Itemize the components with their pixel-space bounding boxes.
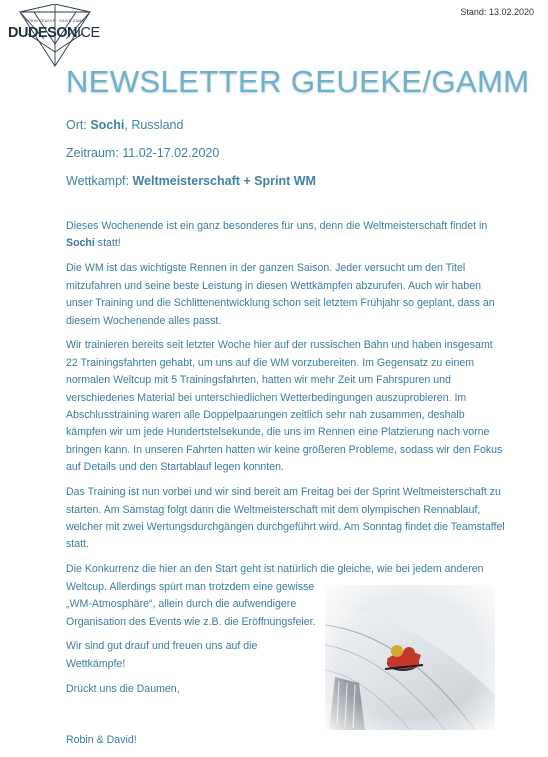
location-country: , Russland [124, 118, 184, 132]
competition-line [66, 174, 316, 188]
location-city: Sochi [90, 118, 125, 132]
paragraph-thumbs: Drückt uns die Daumen, [66, 682, 180, 695]
paragraph-intro [66, 218, 506, 253]
competition-line-3: „WM-Atmosphäre“, allein durch die aufwendigere [66, 598, 297, 611]
paragraph-wm: Die WM ist das wichtigste Rennen in der ganzen Saison. Jeder versucht um den Titel mitzufahren und seine beste Leistung in diesen Wettkämpfen abzurufen. Auch wir haben unser Training und die Schlittenentwicklung schon seit letztem Frühjahr so geplant, dass an diesem Wochenende alles passt. [66, 262, 495, 327]
dudesonice-logo [6, 4, 104, 70]
location-label: Ort: [66, 118, 87, 132]
newsletter-title: NEWSLETTER GEUEKE/GAMM [66, 64, 530, 99]
logo-brand-thin: ICE [77, 25, 100, 41]
mood-line-1: Wir sind gut drauf und freuen uns auf die [66, 640, 258, 653]
luge-photo [325, 585, 495, 730]
intro-city: Sochi [66, 237, 95, 250]
location-line [66, 118, 183, 132]
paragraph-mood [66, 638, 318, 673]
paragraph-training: Wir trainieren bereits seit letzter Woche hier auf der russischen Bahn und haben insgesamt 22 Trainingsfahrten gehabt, um uns auf die WM vorzubereiten. Im Gegensatz zu einem normalen Weltcup mit 5 Trainingsfahrten, hatten wir mehr Zeit um Fahrspuren und verschiedenes Material bei unterschiedlichen Wetterbedingungen auszuprobieren. Im Abschlusstraining waren alle Doppelpaarungen zeitlich sehr nah zusammen, deshalb kämpfen wir um jede Hundertstelsekunde, die uns im Rennen eine Platzierung nach vorne bringen kann. In unseren Fahrten hatten wir keine größeren Probleme, sodass wir den Fokus auf Details und den Startablauf legen konnten. [66, 339, 503, 474]
competition-line-2: Weltcup. Allerdings spürt man trotzdem eine gewisse [66, 580, 315, 593]
logo-brand-text [8, 25, 104, 41]
period-line: Zeitraum: 11.02-17.02.2020 [66, 146, 220, 160]
signature: Robin & David! [66, 734, 137, 747]
competition-value: Weltmeisterschaft + Sprint WM [132, 174, 316, 188]
competition-line-1: Die Konkurrenz die hier an den Start geht ist natürlich die gleiche, wie bei jedem anderen [66, 563, 484, 576]
competition-line-4: Organisation des Events wie z.B. die Eröffnungsfeier. [66, 615, 316, 628]
competition-label: Wettkampf: [66, 174, 129, 188]
logo-brand-bold: DUDESON [8, 25, 78, 41]
intro-text: Dieses Wochenende ist ein ganz besonderes für uns, denn die Weltmeisterschaft findet in [66, 220, 488, 232]
logo-small-text: ROBIN GEUEKE · DAVID GAMM [25, 19, 85, 23]
mood-line-2: Wettkämpfe! [66, 657, 126, 670]
paragraph-schedule: Das Training ist nun vorbei und wir sind bereit am Freitag bei der Sprint Weltmeisterschaft zu starten. Am Samstag folgt dann die Weltmeisterschaft mit dem olympischen Rennablauf, welcher mit zwei Wertungsdurchgängen durchgeführt wird. Am Sonntag findet die Teamstaffel statt. [66, 486, 505, 551]
intro-end: statt! [94, 237, 121, 250]
stand-date: Stand: 13.02.2020 [460, 7, 534, 17]
luge-track-image [325, 585, 495, 730]
